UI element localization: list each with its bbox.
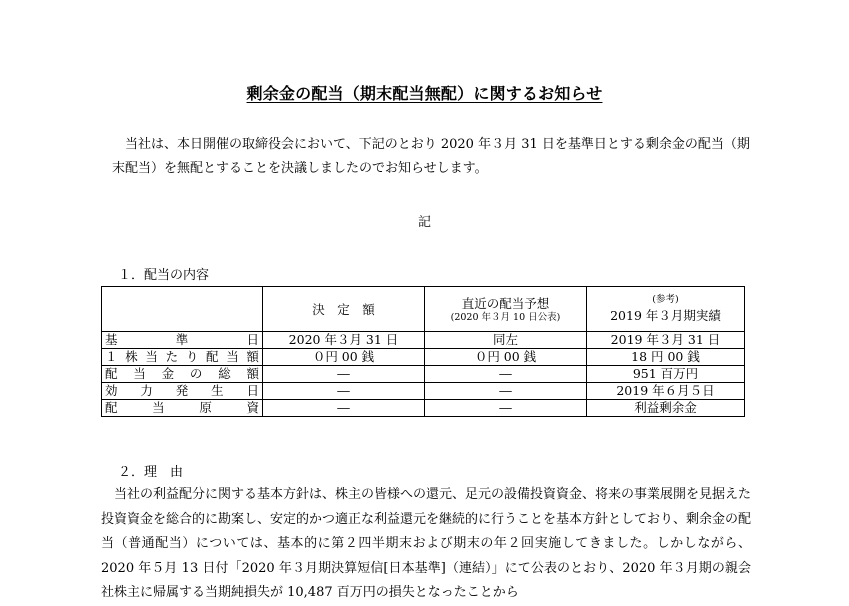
row-label-char: 額 bbox=[246, 349, 259, 364]
row-label-spread bbox=[102, 400, 262, 416]
cell-decided: ― bbox=[263, 400, 425, 417]
row-label-char: 配 bbox=[105, 366, 118, 381]
cell-reference: 2019 年３月 31 日 bbox=[587, 332, 745, 349]
header-decided: 決 定 額 bbox=[263, 287, 425, 332]
table-row bbox=[102, 349, 745, 366]
header-reference-note: (参考) bbox=[652, 294, 679, 305]
header-forecast-label: 直近の配当予想 bbox=[461, 296, 550, 311]
row-label-char: １ bbox=[105, 349, 118, 364]
cell-reference: 18 円 00 銭 bbox=[587, 349, 745, 366]
table-row bbox=[102, 366, 745, 383]
cell-forecast: ― bbox=[425, 366, 587, 383]
row-label-spread bbox=[102, 332, 262, 348]
intro-paragraph: 当社は、本日開催の取締役会において、下記のとおり 2020 年３月 31 日を基準日とする剰余金の配当（期末配当）を無配とすることを決議しましたのでお知らせします。 bbox=[112, 137, 750, 176]
dividend-table bbox=[101, 286, 745, 417]
cell-reference: 2019 年６月５日 bbox=[587, 383, 745, 400]
section-heading-dividend: １．配当の内容 bbox=[118, 268, 210, 283]
cell-forecast: ― bbox=[425, 383, 587, 400]
row-label-spread bbox=[102, 349, 262, 365]
header-reference-label: 2019 年３月期実績 bbox=[610, 308, 721, 323]
table-row bbox=[102, 400, 745, 417]
row-label-char: 力 bbox=[140, 383, 153, 398]
row-label-spread bbox=[102, 383, 262, 399]
row-label-char: 金 bbox=[161, 366, 175, 381]
row-label-char: り bbox=[185, 349, 199, 364]
row-label-char: 株 bbox=[125, 349, 138, 364]
ki-heading: 記 bbox=[417, 215, 431, 230]
row-label-char: 基 bbox=[105, 332, 118, 347]
cell-decided: ― bbox=[263, 366, 425, 383]
row-label-char: の bbox=[189, 366, 203, 381]
row-label-char: 当 bbox=[145, 349, 158, 364]
row-label bbox=[102, 400, 263, 417]
row-label-char: 日 bbox=[246, 332, 259, 347]
row-label-char: 準 bbox=[175, 332, 189, 347]
row-label-char: 効 bbox=[105, 383, 118, 398]
section-heading-reason: ２．理 由 bbox=[118, 465, 184, 480]
cell-decided: ０円 00 銭 bbox=[263, 349, 425, 366]
cell-forecast: ０円 00 銭 bbox=[425, 349, 587, 366]
header-forecast bbox=[425, 287, 587, 332]
row-label-char: 発 bbox=[175, 383, 189, 398]
row-label-char: 総 bbox=[218, 366, 231, 381]
row-label bbox=[102, 366, 263, 383]
row-label-char: 生 bbox=[211, 383, 224, 398]
row-label bbox=[102, 332, 263, 349]
row-label-char: 当 bbox=[133, 366, 146, 381]
row-label bbox=[102, 349, 263, 366]
cell-forecast: ― bbox=[425, 400, 587, 417]
row-label-char: 配 bbox=[206, 349, 219, 364]
row-label-char: 資 bbox=[246, 400, 259, 415]
row-label-char: 日 bbox=[246, 383, 259, 398]
header-reference bbox=[587, 287, 745, 332]
table-row bbox=[102, 332, 745, 349]
row-label-spread bbox=[102, 366, 262, 382]
cell-reference: 951 百万円 bbox=[587, 366, 745, 383]
row-label-char: 額 bbox=[246, 366, 259, 381]
cell-decided: ― bbox=[263, 383, 425, 400]
cell-forecast: 同左 bbox=[425, 332, 587, 349]
row-label-char: 配 bbox=[105, 400, 118, 415]
header-empty-cell bbox=[102, 287, 263, 332]
row-label-char: 当 bbox=[226, 349, 239, 364]
table-header-row bbox=[102, 287, 745, 332]
row-label-char: 原 bbox=[199, 400, 212, 415]
row-label-char: た bbox=[165, 349, 179, 364]
page-title: 剰余金の配当（期末配当無配）に関するお知らせ bbox=[246, 84, 603, 103]
cell-decided: 2020 年３月 31 日 bbox=[263, 332, 425, 349]
row-label-char: 当 bbox=[152, 400, 165, 415]
row-label bbox=[102, 383, 263, 400]
table-row bbox=[102, 383, 745, 400]
cell-reference: 利益剰余金 bbox=[587, 400, 745, 417]
header-forecast-note: (2020 年３月 10 日公表) bbox=[450, 312, 561, 323]
reason-paragraph: 当社の利益配分に関する基本方針は、株主の皆様への還元、足元の設備投資資金、将来の事業展開を見据えた投資資金を総合的に勘案し、安定的かつ適正な利益還元を継続的に行うことを基本方針としており、剰余金の配当（普通配当）については、基本的に第２四半期末および期末の年２回実施してきました。しかしながら、2020 年５月 13 日付「2020 年３月期決算短信[日本基準]（連結）」にて公表のとおり、2020 年３月期の親会社株主に帰属する当期純損失が 10,487 百万円の損失となったことから bbox=[101, 487, 752, 600]
